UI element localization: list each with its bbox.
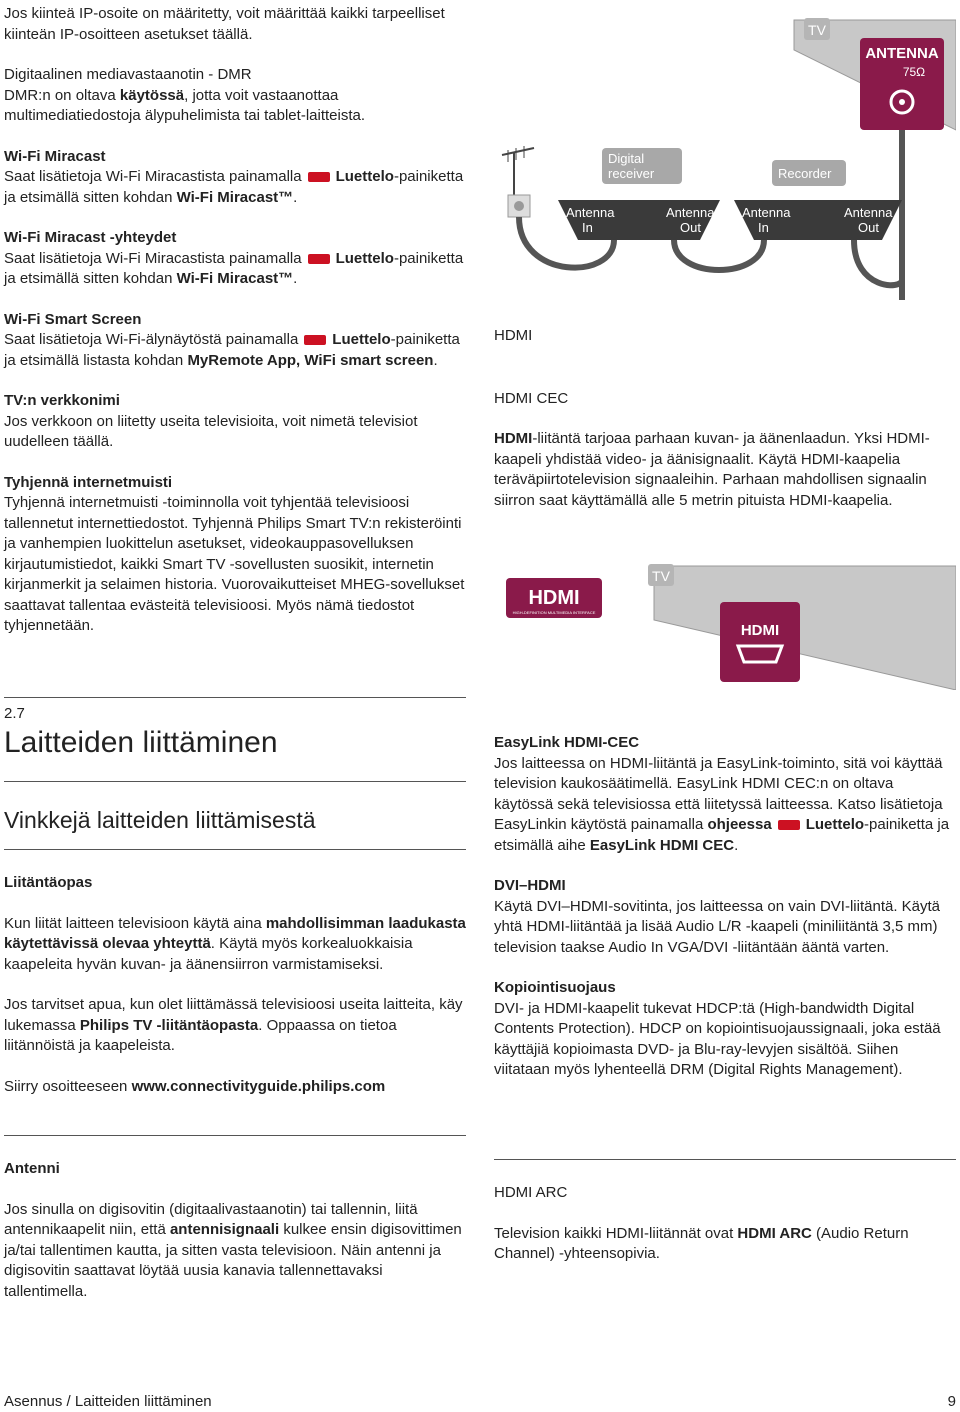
list-key-icon [778,820,800,830]
dvi-text: Käytä DVI–HDMI-sovitinta, jos laitteessa on vain DVI-liitäntä. Käytä yhtä HDMI-liitäntää ja lisää Audio L/R -kaapeli (miniliitäntä 3,5 mm) television taakse Audio In VGA/DVI -liitäntään ääntä varten. [494,897,941,956]
subtitle-rule-bottom [4,849,466,850]
smart-screen-title: Wi-Fi Smart Screen [4,310,142,328]
footer-breadcrumb: Asennus / Laitteiden liittäminen [4,1393,212,1410]
hdmi-tv-label: TV [652,568,670,584]
chapter-subtitle: Vinkkejä laitteiden liittämisestä [4,807,316,833]
hdmi-port-label: HDMI [740,622,780,639]
arc-title: HDMI ARC [494,1184,568,1201]
antenni-title: Antenni [4,1160,60,1177]
page-number: 9 [947,1393,956,1410]
hdmi-logo: HDMI [528,587,580,609]
easylink-text: Jos laitteessa on HDMI-liitäntä ja EasyLink-toiminto, sitä voi käyttää television kaukosäätimellä. EasyLink HDMI CEC:n on oltava käytössä sekä televisiossa että liitetyssä laitteessa. Katso lisätietoja EasyLinkin käytöstä painamalla ohjeessa Luettelo-painiketta ja etsimällä aihe EasyLink HDMI CEC. [494,754,950,854]
svg-text:In: In [582,220,593,235]
svg-text:Out: Out [680,220,701,235]
subtitle-block [4,806,466,834]
hdmi-cec-title: HDMI CEC [494,389,569,407]
hdmi-section [494,326,956,511]
recorder-antenna-in: Antenna [742,205,791,220]
arc-section [494,1183,956,1265]
svg-text:receiver: receiver [608,166,655,181]
arc-rule [494,1159,956,1160]
dmr-section [4,65,466,127]
recorder-antenna-out: Antenna [844,205,893,220]
list-key-icon [308,254,330,264]
list-key-icon [308,172,330,182]
digital-receiver-label: Digital [608,151,645,166]
network-name-text: Jos verkkoon on liitetty useita televisioita, voit nimetä televisiot uudelleen täällä. [4,412,418,450]
chapter-rule [4,697,466,698]
clear-memory-title: Tyhjennä internetmuisti [4,473,173,491]
subtitle-rule-top [4,781,466,782]
liitantaopas-p2: Jos tarvitset apua, kun olet liittämässä televisioosi useita laitteita, käy lukemassa Philips TV -liitäntäopasta. Oppaassa on tietoa liitännöistä ja kaapeleista. [4,996,463,1054]
miracast-section [4,147,466,209]
hdmi-diagram [494,560,956,690]
miracast-conn-section [4,228,466,290]
svg-text:Out: Out [858,220,879,235]
copy-title: Kopiointisuojaus [494,979,616,996]
liitantaopas-p3: Siirry osoitteeseen www.connectivityguide.philips.com [4,1077,386,1095]
network-name-title: TV:n verkkonimi [4,392,120,409]
recorder-label: Recorder [778,166,832,181]
chapter-section [4,704,466,761]
receiver-antenna-out: Antenna [666,205,715,220]
smart-screen-text: Saat lisätietoja Wi-Fi-älynäytöstä painamalla Luettelo-painiketta ja etsimällä listasta kohdan MyRemote App, WiFi smart screen. [4,331,460,369]
left-top-column [4,4,466,637]
list-key-icon [304,335,326,345]
connectivity-guide-link[interactable]: www.connectivityguide.philips.com [131,1077,386,1095]
chapter-number: 2.7 [4,705,25,722]
miracast-conn-title: Wi-Fi Miracast -yhteydet [4,229,177,246]
copy-text: DVI- ja HDMI-kaapelit tukevat HDCP:tä (High-bandwidth Digital Contents Protection). HDCP on kopiointisuojaussignaali, joka estää käyttäjiä kopioimasta DVD- ja Blu-ray-levyjen sisältöä. Siihen viitataan myös lyhenteellä DRM (Digital Rights Management). [494,999,941,1078]
dmr-title: Digitaalinen mediavastaanotin - DMR [4,66,252,83]
easylink-title: EasyLink HDMI-CEC [494,734,640,751]
easylink-section [494,733,956,1081]
liitantaopas-title: Liitäntäopas [4,874,93,891]
miracast-title: Wi-Fi Miracast [4,147,106,165]
antenni-text: Jos sinulla on digisovitin (digitaalivastaanotin) tai tallennin, liitä antennikaapelit niin, että antennisignaali kulkee ensin digisovittimen ja/tai tallentimen kautta, ja sitten vasta televisioon. Näin antenni ja digisovitin saattavat löytää uusia kanavia tallennettavaksi tallentimella. [4,1200,462,1300]
hdmi-logo-sub: HIGH-DEFINITION MULTIMEDIA INTERFACE [512,610,596,615]
miracast-text: Saat lisätietoja Wi-Fi Miracastista painamalla Luettelo-painiketta ja etsimällä sitten kohdan Wi-Fi Miracast™. [4,168,464,206]
svg-text:In: In [758,220,769,235]
smart-screen-section [4,310,466,372]
network-name-section [4,391,466,453]
miracast-conn-text: Saat lisätietoja Wi-Fi Miracastista painamalla Luettelo-painiketta ja etsimällä sitten kohdan Wi-Fi Miracast™. [4,249,464,287]
chapter-title: Laitteiden liittäminen [4,725,278,759]
antenni-rule [4,1135,466,1136]
hdmi-text: HDMI-liitäntä tarjoaa parhaan kuvan- ja äänenlaadun. Yksi HDMI-kaapeli yhdistää video- ja äänisignaalit. Käytä HDMI-kaapelia teräväpiirtotelevision signaaleihin. Parhaan mahdollisen signaalin siirron saat käyttämällä alle 5 metrin pituista HDMI-kaapelia. [494,430,930,509]
dmr-text: DMR:n on oltava käytössä, jotta voit vastaanottaa multimediatiedostoja älypuhelimista tai tablet-laitteista. [4,86,366,124]
clear-memory-section [4,473,466,637]
antenni-section [4,1159,466,1302]
antenna-diagram [494,10,956,300]
receiver-antenna-in: Antenna [566,205,615,220]
liitantaopas-section [4,873,466,1097]
intro-text: Jos kiinteä IP-osoite on määritetty, voit määrittää kaikki tarpeelliset kiinteän IP-osoitteen asetukset täällä. [4,5,445,43]
tv-label: TV [808,22,826,38]
arc-text: Television kaikki HDMI-liitännät ovat HDMI ARC (Audio Return Channel) -yhteensopivia. [494,1224,909,1262]
ohm-label: 75Ω [902,65,926,79]
antenna-mast-icon [502,146,534,195]
liitantaopas-p1: Kun liität laitteen televisioon käytä aina mahdollisimman laadukasta käytettävissä olevaa yhteyttä. Käytä myös korkealuokkaisia kaapeleita hyvän kuvan- ja äänensiirron varmistamiseksi. [4,914,466,973]
hdmi-title: HDMI [494,327,533,344]
antenna-port-label: ANTENNA [865,45,939,62]
clear-memory-text: Tyhjennä internetmuisti -toiminnolla voit tyhjentää televisioosi tallennetut internettiedostot. Tyhjennä Philips Smart TV:n rekisteröinti ja vanhempien luokittelun asetukset, videokauppasovelluksen kirjautumistiedot, kaikki Smart TV -sovellusten suosikit, internetin kirjanmerkit ja selaimen historia. Vuorovaikutteiset MHEG-sovellukset saattavat tallentaa evästeitä televisioosi. Myös nämä tiedostot tyhjennetään. [4,494,465,634]
dvi-title: DVI–HDMI [494,877,566,894]
